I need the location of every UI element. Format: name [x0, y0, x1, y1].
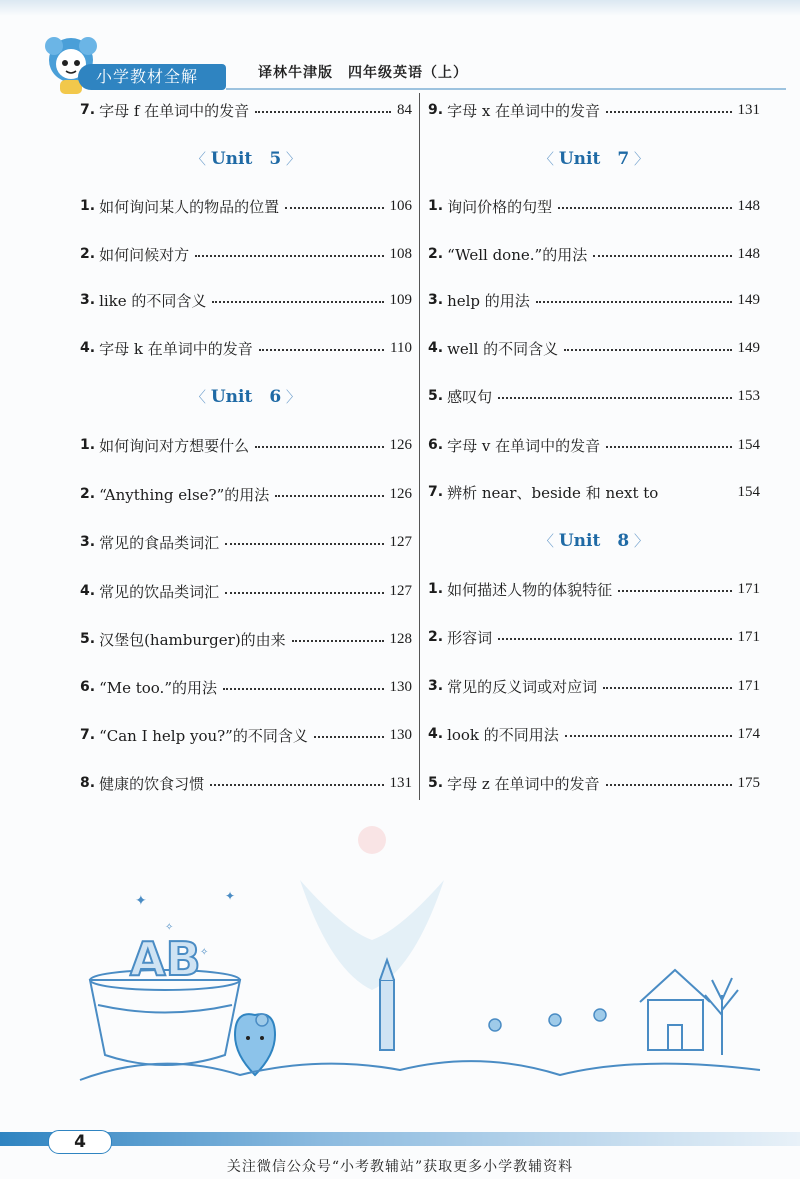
entry-page: 84 — [397, 101, 412, 118]
toc-entry[interactable] — [80, 673, 412, 701]
toc-entry[interactable] — [428, 769, 760, 797]
entry-title: 如何询问对方想要什么 — [99, 436, 250, 455]
heart-icon — [235, 1014, 275, 1075]
toc-entry[interactable] — [428, 240, 760, 268]
entry-title: 字母 x 在单词中的发音 — [447, 101, 601, 120]
entry-page: 110 — [390, 339, 412, 356]
toc-entry[interactable] — [428, 431, 760, 459]
flower-icon — [256, 1009, 606, 1031]
entry-number: 3. — [80, 292, 96, 308]
series-title: 小学教材全解 — [78, 64, 226, 90]
entry-page: 130 — [389, 726, 412, 743]
header-band — [0, 0, 800, 16]
entry-title: “Me too.”的用法 — [99, 678, 217, 697]
svg-text:✧: ✧ — [165, 922, 174, 933]
header-rule — [226, 88, 786, 90]
entry-number: 4. — [428, 726, 444, 742]
entry-number: 1. — [80, 198, 96, 214]
entry-page: 148 — [737, 197, 760, 214]
entry-number: 1. — [80, 437, 96, 453]
toc-entry[interactable] — [428, 334, 760, 362]
page-number: 4 — [48, 1130, 112, 1154]
leader-dots — [558, 207, 731, 209]
unit-heading: 〈 Unit 8 〉 — [539, 531, 649, 551]
toc-entry[interactable] — [428, 286, 760, 314]
entry-number: 2. — [80, 246, 96, 262]
toc-entry[interactable] — [428, 672, 760, 700]
watermark-logo-icon — [300, 826, 444, 990]
entry-page: 154 — [737, 436, 760, 453]
toc-entry[interactable] — [80, 431, 412, 459]
entry-title: 感叹句 — [447, 387, 493, 406]
svg-text:✦: ✦ — [225, 889, 236, 903]
leader-dots — [225, 592, 383, 594]
leader-dots — [606, 446, 731, 448]
footer-note: 关注微信公众号“小考教辅站”获取更多小学教辅资料 — [226, 1159, 574, 1175]
leader-dots — [606, 111, 731, 113]
unit-heading: 〈 Unit 7 〉 — [539, 149, 649, 169]
leader-dots — [498, 638, 731, 640]
entry-number: 4. — [428, 340, 444, 356]
entry-page: 171 — [737, 628, 760, 645]
entry-title: 字母 v 在单词中的发音 — [447, 436, 601, 455]
entry-number: 2. — [428, 629, 444, 645]
entry-number: 2. — [80, 486, 96, 502]
leader-dots — [565, 735, 732, 737]
toc-entry[interactable] — [80, 721, 412, 749]
entry-page: 149 — [737, 339, 760, 356]
toc-entry[interactable] — [428, 96, 760, 124]
unit-label: Unit 6 — [210, 387, 282, 407]
book-title: 译林牛津版 四年级英语（上） — [258, 65, 468, 81]
decorative-illustration — [0, 820, 800, 1120]
entry-title: 形容词 — [447, 628, 493, 647]
entry-page: 128 — [389, 630, 412, 647]
entry-page: 154 — [737, 483, 760, 500]
toc-entry[interactable] — [428, 192, 760, 220]
entry-title: 如何问候对方 — [99, 245, 190, 264]
svg-text:✦: ✦ — [135, 893, 147, 909]
toc-entry[interactable] — [80, 528, 412, 556]
entry-number: 6. — [428, 437, 444, 453]
unit-label: Unit 7 — [558, 149, 630, 169]
entry-number: 6. — [80, 679, 96, 695]
column-divider — [419, 93, 420, 800]
entry-page: 126 — [389, 436, 412, 453]
unit-heading: 〈 Unit 5 〉 — [191, 149, 301, 169]
unit-heading: 〈 Unit 6 〉 — [191, 387, 301, 407]
entry-number: 5. — [428, 388, 444, 404]
toc-entry[interactable] — [428, 623, 760, 651]
leader-dots — [195, 255, 383, 257]
entry-title: like 的不同含义 — [99, 291, 207, 310]
leader-dots — [285, 207, 383, 209]
entry-title: 辨析 near、beside 和 next to — [447, 483, 659, 502]
entry-page: 171 — [737, 580, 760, 597]
entry-page: 127 — [389, 582, 412, 599]
toc-entry[interactable] — [80, 96, 412, 124]
entry-page: 171 — [737, 677, 760, 694]
entry-number: 5. — [428, 775, 444, 791]
entry-number: 4. — [80, 583, 96, 599]
toc-entry[interactable] — [80, 625, 412, 653]
leader-dots — [314, 736, 384, 738]
leader-dots — [210, 784, 383, 786]
leader-dots — [618, 590, 731, 592]
entry-number: 9. — [428, 102, 444, 118]
entry-page: 130 — [389, 678, 412, 695]
house-icon — [640, 970, 710, 1050]
entry-number: 5. — [80, 631, 96, 647]
entry-page: 131 — [737, 101, 760, 118]
toc-entry[interactable] — [80, 286, 412, 314]
toc-entry[interactable] — [80, 480, 412, 508]
leader-dots — [223, 688, 384, 690]
entry-title: 汉堡包(hamburger)的由来 — [99, 630, 286, 649]
entry-page: 174 — [737, 725, 760, 742]
leader-dots — [606, 784, 732, 786]
entry-title: well 的不同含义 — [447, 339, 559, 358]
leader-dots — [593, 255, 731, 257]
footer-band — [0, 1132, 800, 1146]
entry-number: 2. — [428, 246, 444, 262]
leader-dots — [536, 301, 732, 303]
leader-dots — [275, 495, 383, 497]
leader-dots — [498, 397, 731, 399]
entry-title: 字母 z 在单词中的发音 — [447, 774, 600, 793]
unit-label: Unit 8 — [558, 531, 630, 551]
entry-page: 126 — [389, 485, 412, 502]
entry-title: 字母 f 在单词中的发音 — [99, 101, 250, 120]
toc-entry[interactable] — [80, 192, 412, 220]
entry-title: “Well done.”的用法 — [447, 245, 588, 264]
entry-title: 字母 k 在单词中的发音 — [99, 339, 253, 358]
entry-title: 常见的食品类词汇 — [99, 533, 220, 552]
leader-dots — [255, 111, 391, 113]
leader-dots — [564, 349, 731, 351]
leader-dots — [292, 640, 384, 642]
leader-dots — [259, 349, 384, 351]
entry-number: 4. — [80, 340, 96, 356]
entry-number: 3. — [428, 678, 444, 694]
entry-title: 如何询问某人的物品的位置 — [99, 197, 280, 216]
entry-title: “Can I help you?”的不同含义 — [99, 726, 308, 745]
toc-entry[interactable] — [80, 240, 412, 268]
entry-title: 询问价格的句型 — [447, 197, 553, 216]
entry-number: 1. — [428, 198, 444, 214]
toc-entry[interactable] — [80, 334, 412, 362]
entry-number: 3. — [428, 292, 444, 308]
entry-page: 153 — [737, 387, 760, 404]
entry-title: look 的不同用法 — [447, 725, 559, 744]
toc-entry[interactable] — [80, 577, 412, 605]
entry-number: 1. — [428, 581, 444, 597]
entry-page: 108 — [389, 245, 412, 262]
entry-number: 3. — [80, 534, 96, 550]
entry-number: 8. — [80, 775, 96, 791]
page-header — [0, 0, 800, 100]
letters-icon — [130, 932, 201, 986]
entry-page: 127 — [389, 533, 412, 550]
entry-page: 149 — [737, 291, 760, 308]
entry-page: 148 — [737, 245, 760, 262]
leader-dots — [212, 301, 383, 303]
entry-title: 常见的反义词或对应词 — [447, 677, 598, 696]
entry-page: 106 — [389, 197, 412, 214]
leader-dots — [255, 446, 383, 448]
svg-text:✧: ✧ — [200, 947, 209, 958]
entry-number: 7. — [80, 727, 96, 743]
unit-label: Unit 5 — [210, 149, 282, 169]
entry-page: 175 — [737, 774, 760, 791]
leader-dots — [225, 543, 383, 545]
entry-title: help 的用法 — [447, 291, 530, 310]
toc-entry[interactable] — [428, 478, 760, 506]
entry-number: 7. — [80, 102, 96, 118]
toc-entry[interactable] — [428, 575, 760, 603]
entry-title: 健康的饮食习惯 — [99, 774, 205, 793]
entry-page: 109 — [389, 291, 412, 308]
pencil-icon — [380, 960, 394, 1050]
entry-title: “Anything else?”的用法 — [99, 485, 270, 504]
ground-curve — [80, 1061, 760, 1080]
entry-title: 如何描述人物的体貌特征 — [447, 580, 613, 599]
entry-number: 7. — [428, 484, 444, 500]
entry-page: 131 — [389, 774, 412, 791]
entry-title: 常见的饮品类词汇 — [99, 582, 220, 601]
tree-icon — [705, 978, 738, 1055]
toc-entry[interactable] — [80, 769, 412, 797]
toc-entry[interactable] — [428, 720, 760, 748]
toc-entry[interactable] — [428, 382, 760, 410]
svg-text:AB: AB — [130, 932, 201, 986]
leader-dots — [603, 687, 731, 689]
